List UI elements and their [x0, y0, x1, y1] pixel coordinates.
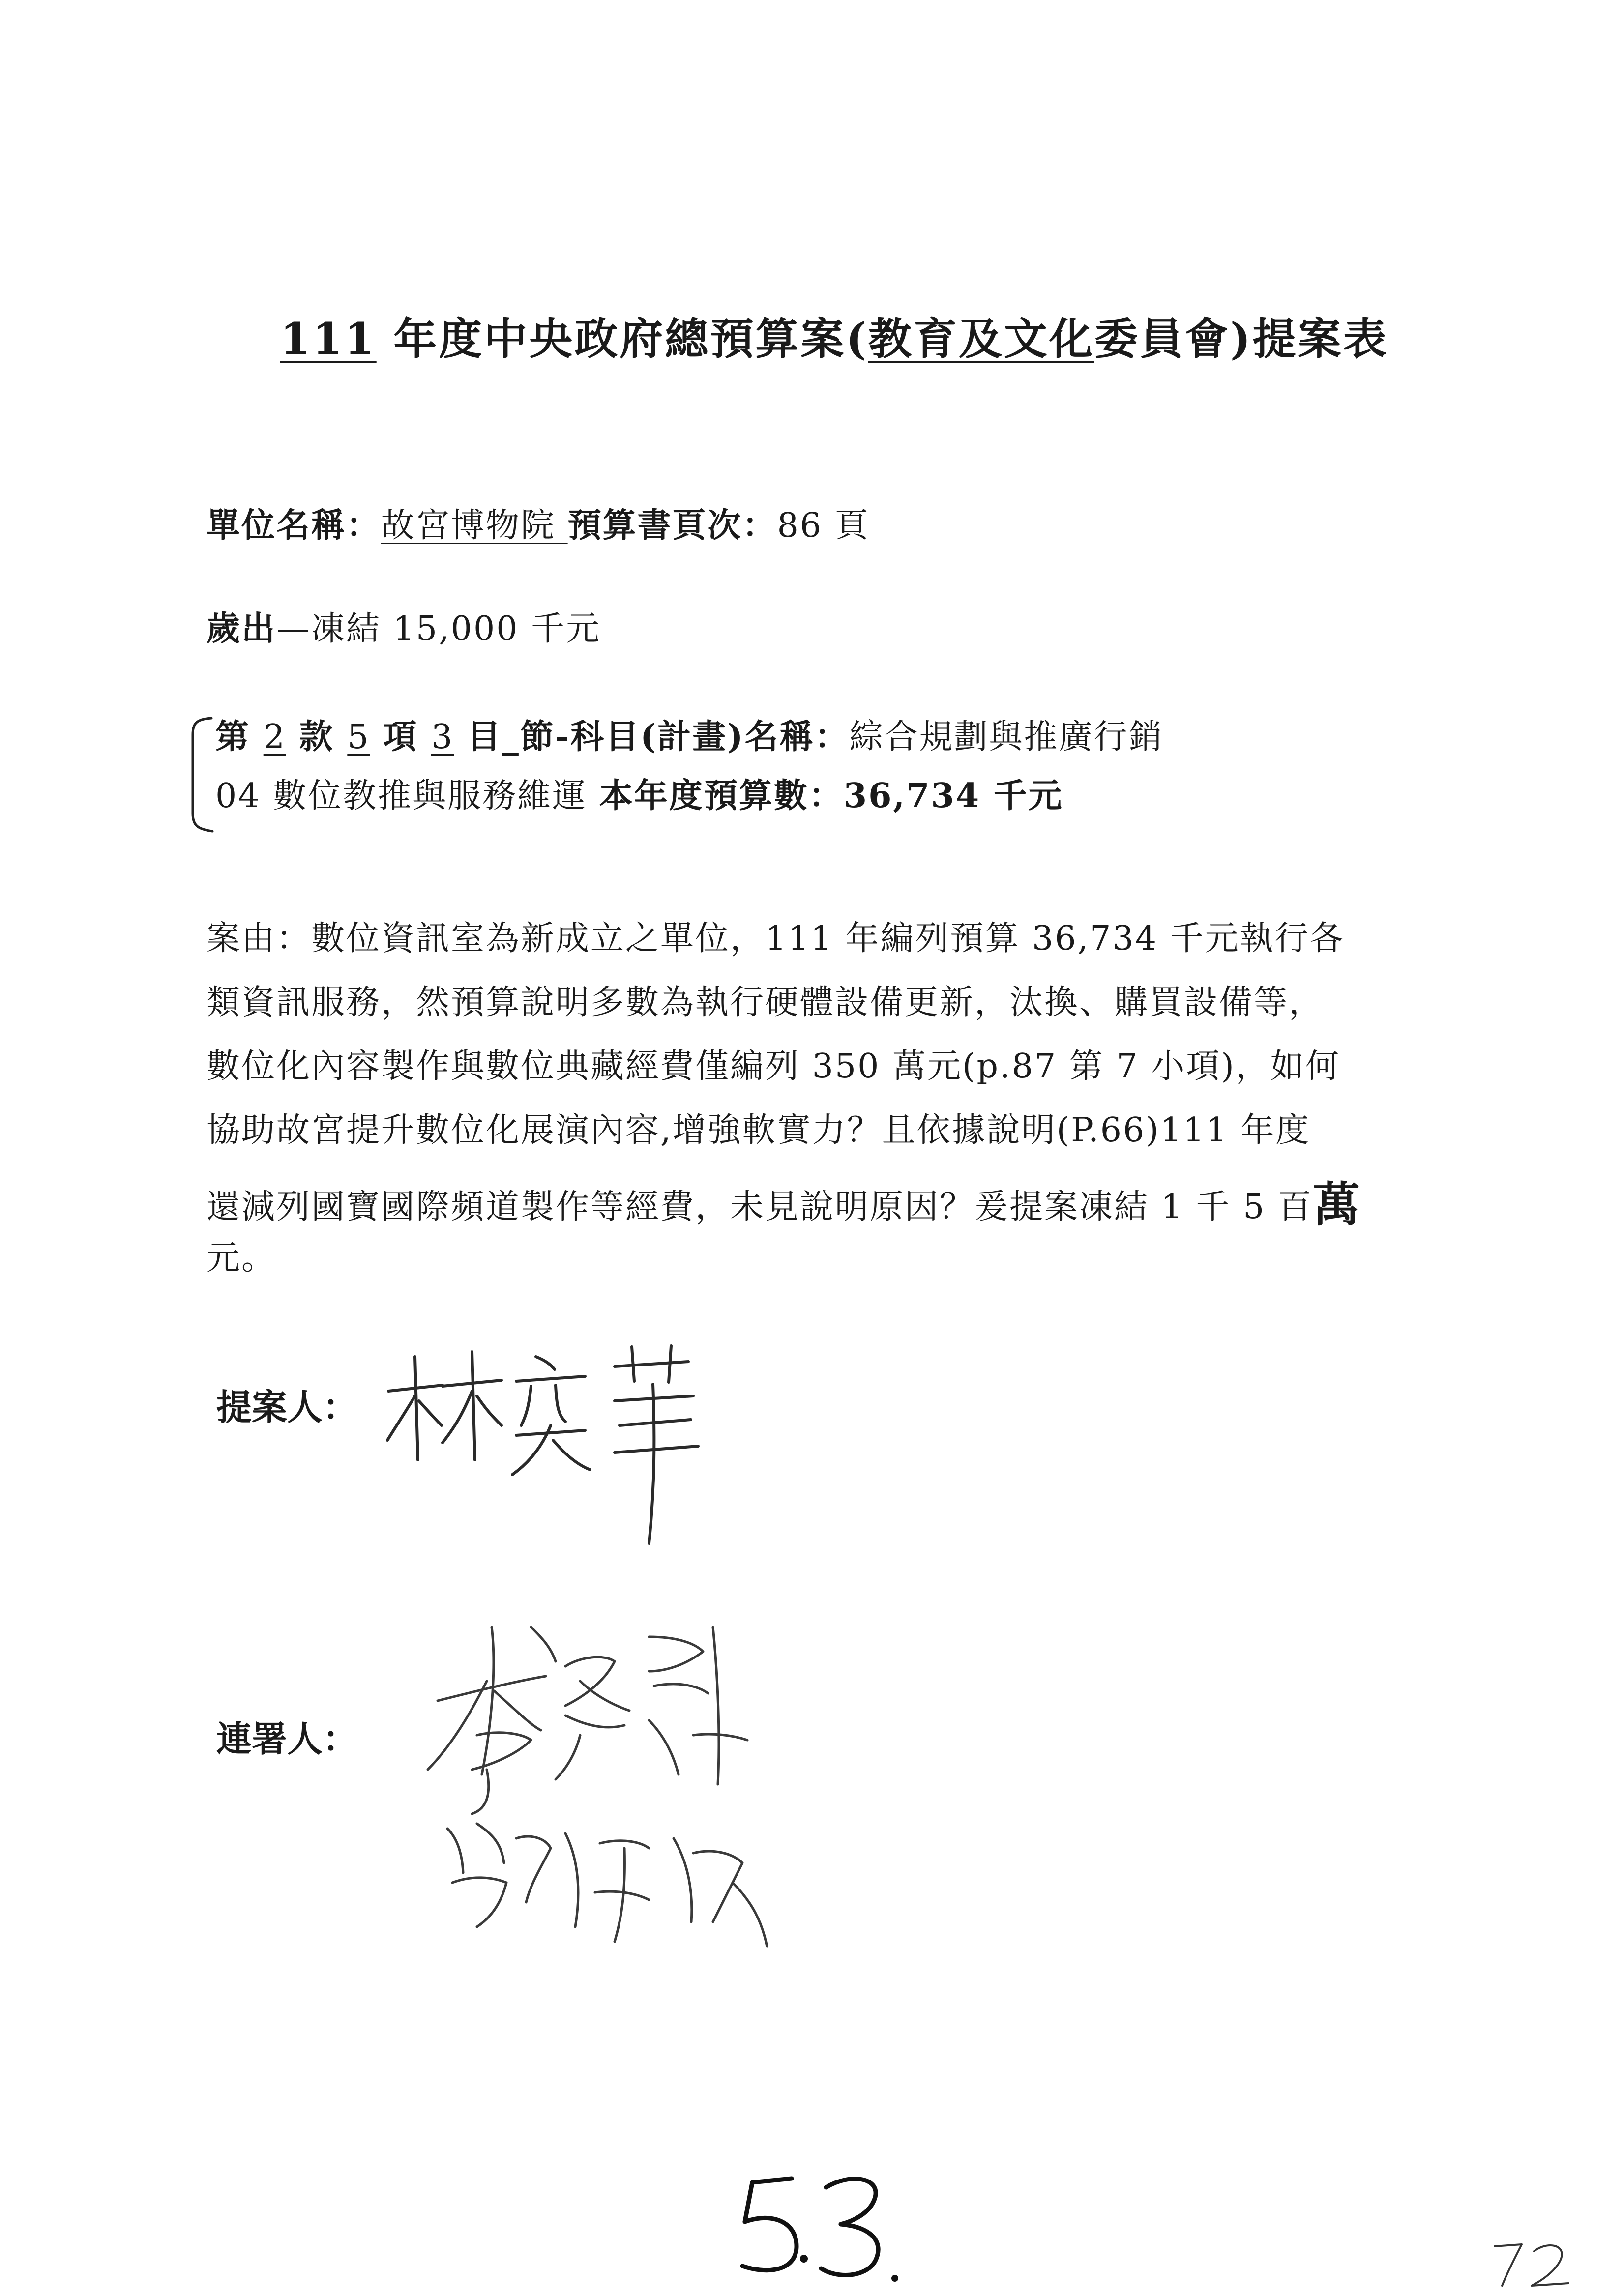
document-title [280, 305, 1388, 367]
item-code-name: 04 數位教推與服務維運 [215, 777, 599, 815]
expenditure-label: 歲出 [207, 609, 277, 648]
title-year: 111 [280, 313, 377, 364]
item-kuan: 2 [263, 718, 286, 756]
reason-line-3: 數位化內容製作與數位典藏經費僅編列 350 萬元(p.87 第 7 小項)，如何 [207, 1047, 1340, 1086]
cosigner-label: 連署人： [216, 1718, 358, 1760]
item-line-1 [215, 710, 1163, 758]
item-plan-name: 綜合規劃與推廣行銷 [849, 718, 1164, 756]
expenditure-value: —凍結 15,000 千元 [276, 610, 601, 648]
expenditure-line [207, 602, 601, 650]
unit-line [207, 499, 870, 547]
unit-value: 故宮博物院 [381, 506, 568, 545]
reason-line-2: 類資訊服務，然預算說明多數為執行硬體設備更新，汰換、購買設備等， [207, 983, 1324, 1022]
reason-line-4: 協助故宮提升數位化展演內容,增強軟實力？且依據說明(P.66)111 年度 [207, 1111, 1311, 1150]
item-mu: 3 [431, 718, 454, 756]
title-committee: 教育及文化 [868, 313, 1094, 364]
item-prefix: 第 [215, 717, 264, 756]
item-xiang-label: 項 [370, 717, 431, 756]
cosigner-signature [418, 1607, 792, 1961]
handwritten-page-number [718, 2168, 924, 2286]
reason-line-6: 元。 [207, 1239, 277, 1278]
proposer-signature [384, 1337, 708, 1563]
reason-line-5 [207, 1167, 1361, 1235]
handwritten-insert: 萬 [1313, 1177, 1361, 1232]
item-line-2 [215, 769, 1063, 817]
proposer-label: 提案人： [216, 1386, 358, 1428]
page-label: 預算書頁次： [567, 506, 777, 545]
item-kuan-label: 款 [286, 717, 348, 756]
reason-line-5-text: 還減列國寶國際頻道製作等經費，未見說明原因？爰提案凍結 1 千 5 百 [207, 1188, 1313, 1226]
corner-page-number [1485, 2237, 1583, 2291]
page-value: 86 頁 [777, 506, 870, 545]
reason-line-1: 案由：數位資訊室為新成立之單位，111 年編列預算 36,734 千元執行各 [207, 919, 1345, 958]
item-mu-label: 目_節-科目(計畫)名稱： [454, 717, 850, 756]
item-xiang: 5 [347, 718, 370, 756]
title-pre: 年度中央政府總預算案( [376, 313, 868, 364]
unit-label: 單位名稱： [207, 506, 382, 545]
title-post: 委員會)提案表 [1094, 313, 1388, 364]
item-budget: 本年度預算數：36,734 千元 [599, 776, 1063, 815]
bracket-mark [186, 715, 215, 833]
